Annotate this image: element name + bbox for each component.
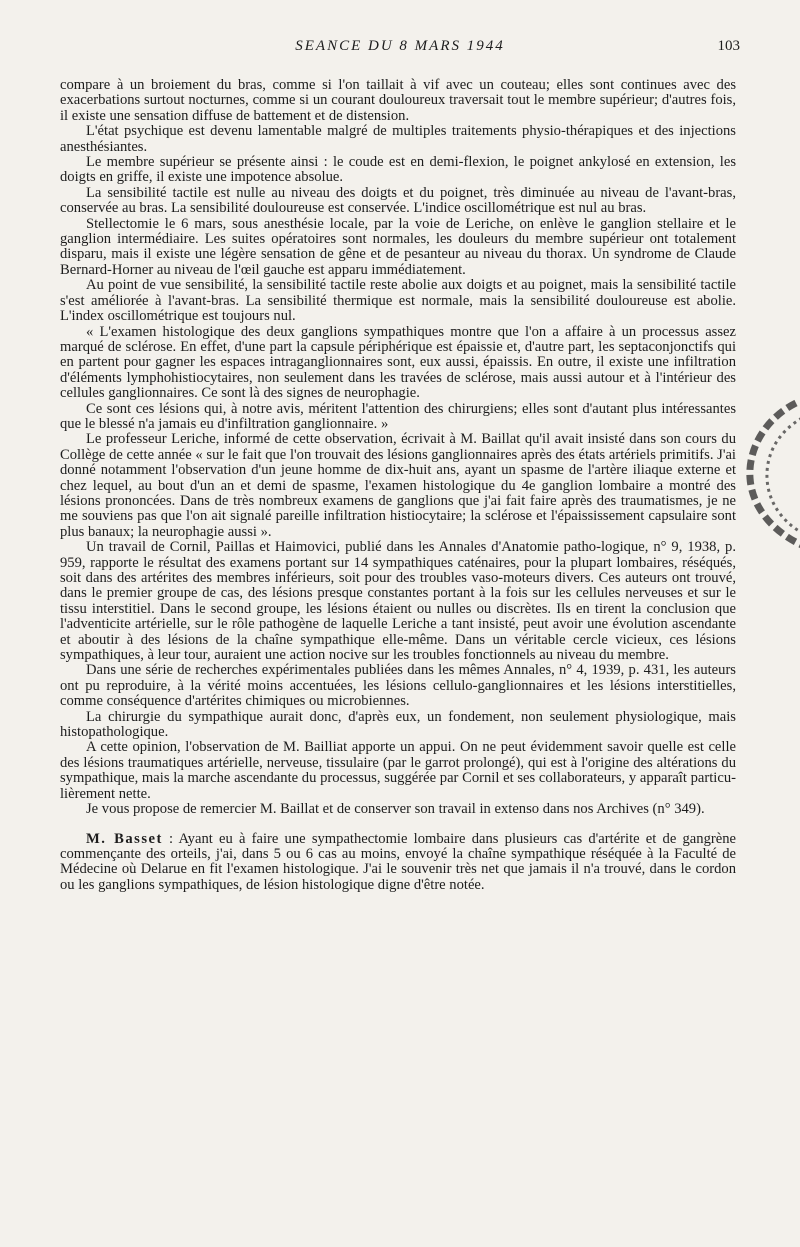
paragraph: Stellectomie le 6 mars, sous anesthésie locale, par la voie de Leriche, on enlève le ganglion stellaire et le ganglion intermédiaire. Les suites opératoires sont normales, les douleurs du membre supérieur ont totalement disparu, mais il existe une légère sensation de gêne et de pesanteur au niveau du thorax. Un syndrome de Claude Bernard-Horner au niveau de l'œil gauche est apparu immédiatement. [60, 215, 736, 278]
running-title: SEANCE DU 8 MARS 1944 [295, 38, 505, 54]
discussion-text: : Ayant eu à faire une sympathectomie lombaire dans plusieurs cas d'artérite et de gangrène commençante des orteils, j'ai, dans 5 ou 6 cas au moins, envoyé la chaîne sympathique réséquée à la Faculté de Médecine où Delarue en fit l'examen histologique. J'ai le souvenir très net que jamais il n'a trouvé, dans le cordon ou les ganglions sympathiques, de lésion histologique digne d'être notée. [60, 830, 736, 893]
paragraph: La sensibilité tactile est nulle au niveau des doigts et du poignet, très diminuée au niveau de l'avant-bras, conservée au bras. La sensibilité douloureuse est conservée. L'indice oscillométrique est nul au bras. [60, 184, 736, 217]
paragraph: Un travail de Cornil, Paillas et Haimovici, publié dans les Annales d'Anatomie patho-logique, n° 9, 1938, p. 959, rapporte le résultat des examens portant sur 14 sympathiques caténaires, pour la plupart lombaires, réséqués, soit dans des artérites des membres inférieurs, soit pour des troubles vaso-moteurs divers. Ces auteurs ont trouvé, dans le premier groupe de cas, des lésions presque constantes portant à la fois sur les cellules nerveuses et sur le tissu interstitiel. Dans le second groupe, les lésions étaient ou nulles ou discrètes. Ils en tirent la conclusion que l'adventicite artérielle, sur le rôle pathogène de laquelle Leriche a tant insisté, peut avoir une évolution ascendante et aboutir à des lésions de la chaîne sympathique elle-même. Dans un véritable cercle vicieux, ces lésions sympathiques, à leur tour, auraient une action nocive sur les troubles fonctionnels au niveau du membre. [60, 539, 736, 664]
paragraph: compare à un broiement du bras, comme si l'on taillait à vif avec un couteau; elles sont continues avec des exacerbations surtout nocturnes, comme si un courant douloureux traversait tout le membre supérieur; d'autres fois, il existe une sensation diffuse de battement et de distension. [60, 77, 736, 124]
paragraph: Dans une série de recherches expérimentales publiées dans les mêmes Annales, n° 4, 1939, p. 431, les auteurs ont pu reproduire, à la vérité moins accentuées, les lésions cellulo-ganglionnaires et les lésions interstitielles, comme conséquence d'artérites chimiques ou microbiennes. [60, 662, 736, 710]
page-header [60, 38, 740, 58]
paragraph: Le membre supérieur se présente ainsi : le coude est en demi-flexion, le poignet ankylosé en extension, les doigts en griffe, il existe une impotence absolue. [60, 154, 736, 186]
body-text [60, 78, 736, 893]
discussion-paragraph [60, 832, 736, 894]
paragraph: Le professeur Leriche, informé de cette observation, écrivait à M. Baillat qu'il avait insisté dans son cours du Collège de cette année « sur le fait que l'on trouvait des lésions ganglionnaires après des états artériels primitifs. J'ai donné notamment l'observation d'un jeune homme de dix-huit ans, ayant un spasme de l'artère iliaque externe et chez lequel, au bout d'un an et demi de spasme, l'examen histologique du 4e ganglion lombaire a montré des lésions prononcées. Dans de très nombreux examens de ganglions que j'ai fait faire après des traumatismes, je ne me souviens pas que l'on ait signalé pareille infiltration histiocytaire; la sclérose et l'épaississement capsulaire sont plus banaux; la neurophagie aussi ». [60, 431, 736, 540]
paragraph: « L'examen histologique des deux ganglions sympathiques montre que l'on a affaire à un processus assez marqué de sclérose. En effet, d'une part la capsule périphérique est épaissie et, d'autre part, les septaconjonctifs qui en partent pour gagner les espaces intraganglionnaires sont, eux aussi, épaissis. En outre, il existe une infiltration d'éléments lymphohistiocytaires, non seulement dans les travées de sclérose, mais aussi autour et à l'intérieur des cellules ganglionnaires. Ce sont là des signes de neurophagie. [60, 323, 736, 402]
paragraph: Au point de vue sensibilité, la sensibilité tactile reste abolie aux doigts et au poignet, mais la sensibilité tactile s'est améliorée à l'avant-bras. La sensibilité thermique est normale, mais la sensibilité douloureuse est abolie. L'index oscillométrique est toujours nul. [60, 277, 736, 325]
page-number: 103 [717, 38, 740, 54]
paragraph: Ce sont ces lésions qui, à notre avis, méritent l'attention des chirurgiens; elles sont d'autant plus intéressantes que le blessé n'a jamais eu d'infiltration ganglionnaire. » [60, 400, 736, 432]
library-stamp-mark [736, 398, 800, 548]
paragraph: La chirurgie du sympathique aurait donc, d'après eux, un fondement, non seulement physiologique, mais histopathologique. [60, 708, 736, 741]
paragraph: L'état psychique est devenu lamentable malgré de multiples traitements physio-thérapiques et des injections anesthésiantes. [60, 123, 736, 155]
paragraph: A cette opinion, l'observation de M. Bailliat apporte un appui. On ne peut évidemment savoir quelle est celle des lésions traumatiques artérielle, nerveuse, tissulaire (par le garrot prolongé), qui est à l'origine des altérations du sympathique, mais la marche ascendante du processus, suggérée par Cornil et ses collaborateurs, y apparaît particu-lièrement nette. [60, 739, 736, 802]
speaker-name: M. Basset [86, 830, 163, 847]
paragraph: Je vous propose de remercier M. Baillat et de conserver son travail in extenso dans nos Archives (n° 349). [86, 801, 705, 818]
